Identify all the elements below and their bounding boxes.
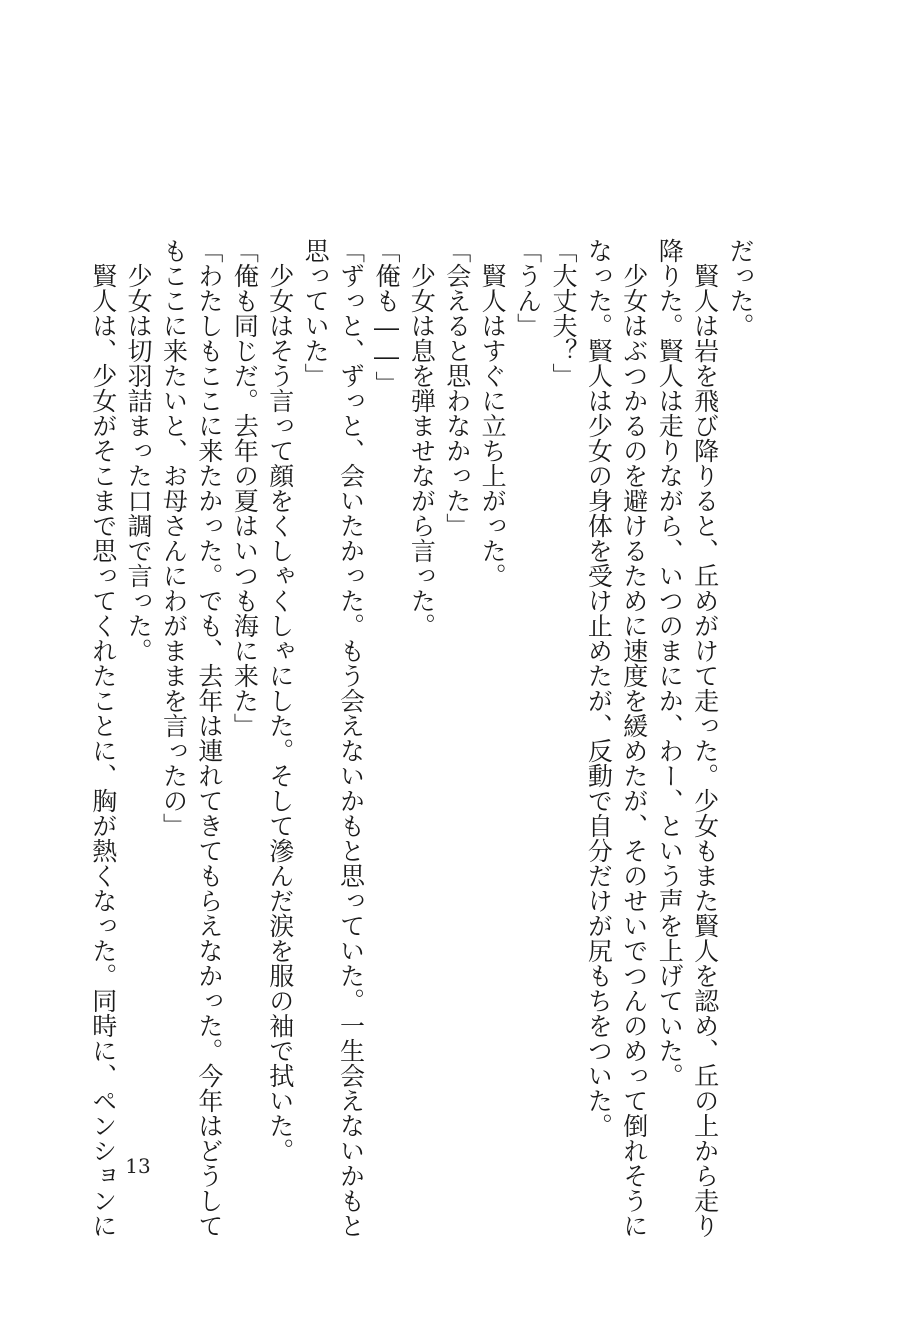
text-line: なった。賢人は少女の身体を受け止めたが、反動で自分だけが尻もちをついた。 [584,238,614,1138]
text-line: 降りた。賢人は走りながら、いつのまにか、わー、という声を上げていた。 [655,238,685,1088]
text-line: 少女はそう言って顔をくしゃくしゃにした。そして滲んだ涙を服の袖で拭いた。 [265,238,295,1163]
text-line: 少女はぶつかるのを避けるために速度を緩めたが、そのせいでつんのめって倒れそうに [619,238,649,1238]
text-line: 「大丈夫？」 [548,238,578,388]
text-line: 「俺も――」 [371,238,401,396]
text-line: だった。 [726,238,755,338]
text-line: 賢人はすぐに立ち上がった。 [478,238,508,588]
text-line: 少女は切羽詰まった口調で言った。 [124,238,154,663]
text-line: もここに来たいと、お母さんにわがままを言ったの」 [159,238,189,838]
text-line: 「うん」 [513,238,543,338]
text-line: 思っていた」 [301,238,331,388]
text-line: 賢人は、少女がそこまで思ってくれたことに、胸が熱くなった。同時に、ペンションに [88,238,118,1238]
text-line: 「ずっと、ずっと、会いたかった。もう会えないかもと思っていた。一生会えないかもと [336,238,366,1238]
text-line: 「俺も同じだ。去年の夏はいつも海に来た」 [230,238,260,738]
text-line: 「会えると思わなかった」 [442,238,472,538]
text-line: 賢人は岩を飛び降りると、丘めがけて走った。少女もまた賢人を認め、丘の上から走り [690,238,720,1238]
text-line: 「わたしもここに来たかった。でも、去年は連れてきてもらえなかった。今年はどうして [194,238,224,1238]
page-number: 13 [125,1154,151,1178]
text-line: 少女は息を弾ませながら言った。 [407,238,437,638]
